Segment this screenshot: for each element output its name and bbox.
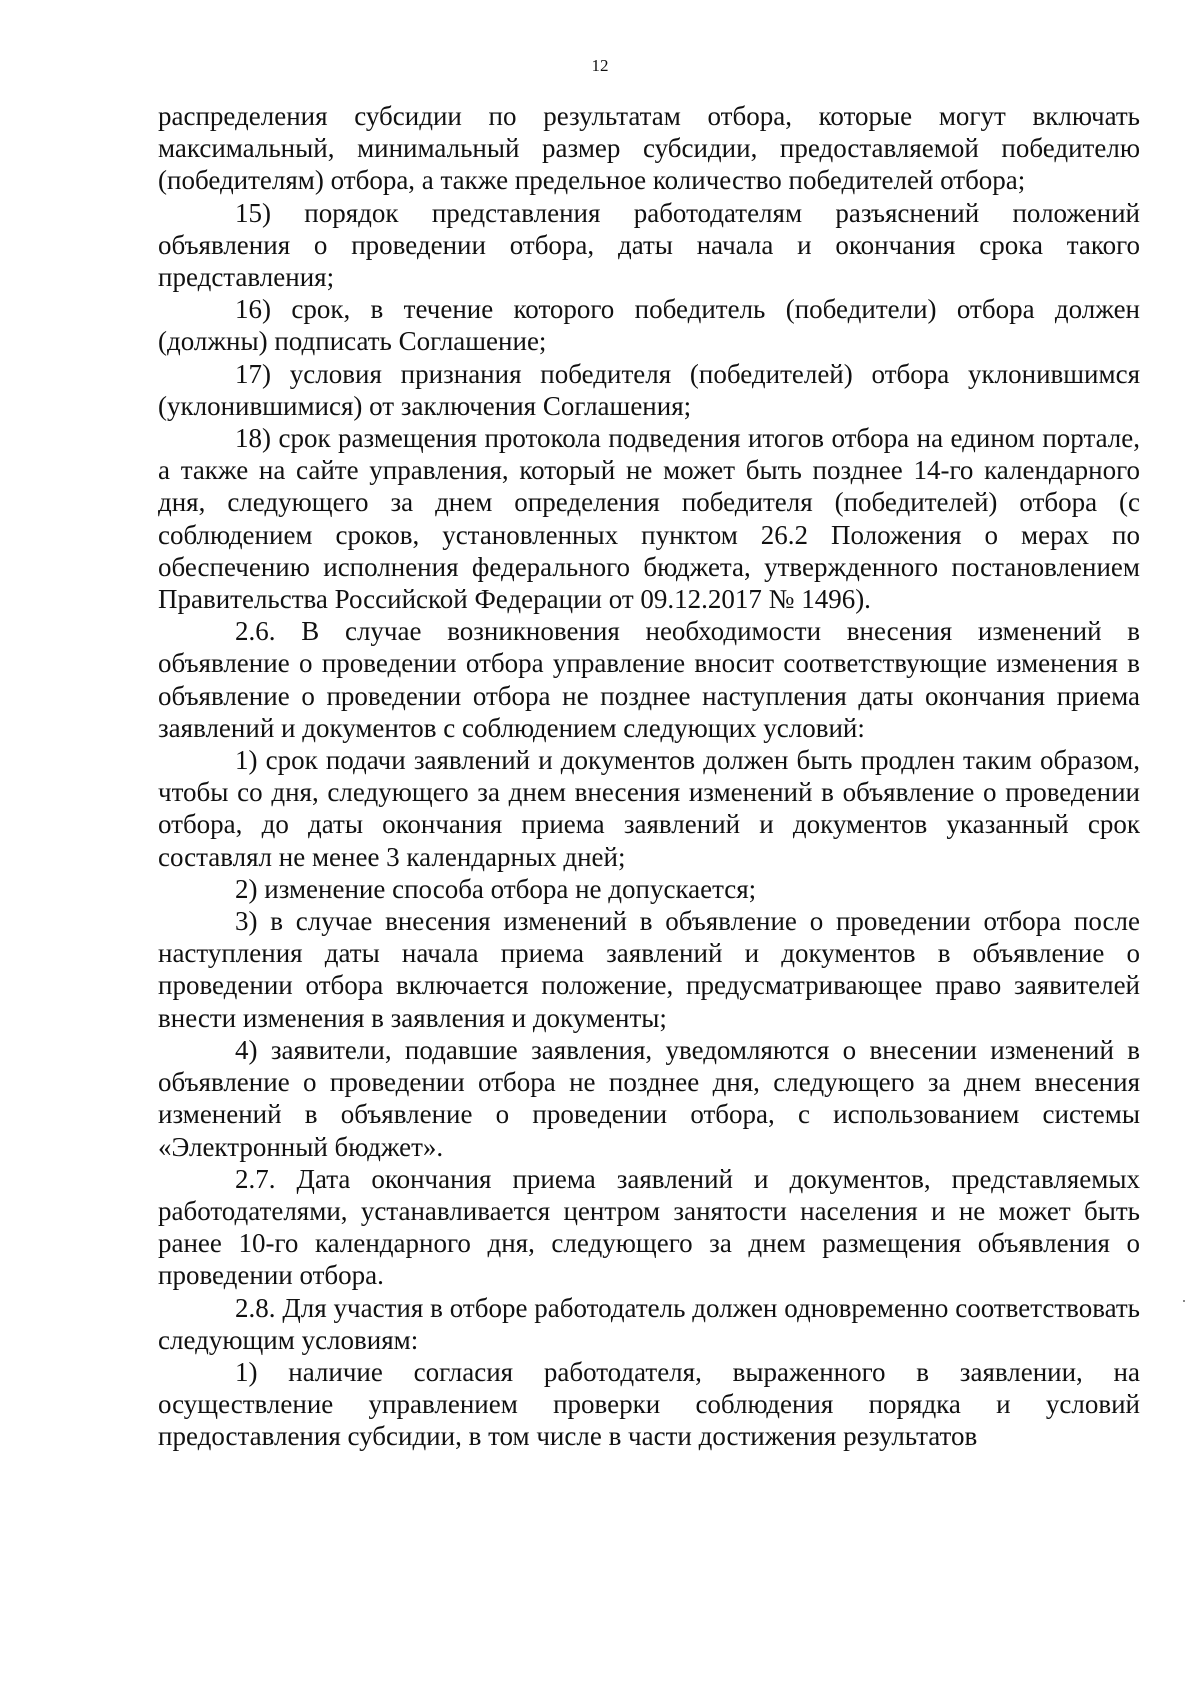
paragraph: 2.7. Дата окончания приема заявлений и документов, представляемых работодателями, устанавливается центром занятости населения и не может быть ранее 10-го календарного дня, следующего за днем размещения объявления о проведении отбора. (158, 1163, 1140, 1291)
scan-speck (1183, 1300, 1185, 1302)
page-number: 12 (591, 56, 609, 75)
paragraph: 2.8. Для участия в отборе работодатель должен одновременно соответствовать следующим условиям: (158, 1292, 1140, 1355)
document-body (158, 100, 1140, 1453)
paragraph: 3) в случае внесения изменений в объявление о проведении отбора после наступления даты начала приема заявлений и документов в объявление о проведении отбора включается положение, предусматривающее право заявителей внести изменения в заявления и документы; (158, 906, 1140, 1033)
paragraph: 15) порядок представления работодателям разъяснений положений объявления о проведении отбора, даты начала и окончания срока такого представления; (158, 197, 1140, 293)
paragraph: распределения субсидии по результатам отбора, которые могут включать максимальный, минимальный размер субсидии, предоставляемой победителю (победителям) отбора, а также предельное количество победителей отбора; (158, 101, 1140, 196)
paragraph: 18) срок размещения протокола подведения итогов отбора на едином портале, а также на сайте управления, который не может быть позднее 14-го календарного дня, следующего за днем определения победителя (победителей) отбора (с соблюдением сроков, установленных пунктом 26.2 Положения о мерах по обеспечению исполнения федерального бюджета, утвержденного постановлением Правительства Российской Федерации от 09.12.2017 № 1496). (158, 423, 1140, 615)
paragraph: 4) заявители, подавшие заявления, уведомляются о внесении изменений в объявление о проведении отбора не позднее дня, следующего за днем внесения изменений в объявление о проведении отбора, с использованием системы «Электронный бюджет». (158, 1034, 1140, 1162)
paragraph: 2.6. В случае возникновения необходимости внесения изменений в объявление о проведении отбора управление вносит соответствующие изменения в объявление о проведении отбора не позднее наступления даты окончания приема заявлений и документов с соблюдением следующих условий: (158, 616, 1140, 743)
paragraph: 2) изменение способа отбора не допускается; (235, 873, 757, 904)
paragraph: 17) условия признания победителя (победителей) отбора уклонившимся (уклонившимися) от заключения Соглашения; (158, 358, 1140, 421)
paragraph: 16) срок, в течение которого победитель (победители) отбора должен (должны) подписать Соглашение; (158, 294, 1140, 357)
paragraph: 1) срок подачи заявлений и документов должен быть продлен таким образом, чтобы со дня, следующего за днем внесения изменений в объявление о проведении отбора, до даты окончания приема заявлений и документов указанный срок составлял не менее 3 календарных дней; (158, 745, 1140, 872)
paragraph: 1) наличие согласия работодателя, выраженного в заявлении, на осуществление управлением проверки соблюдения порядка и условий предоставления субсидии, в том числе в части достижения результатов (158, 1356, 1140, 1452)
